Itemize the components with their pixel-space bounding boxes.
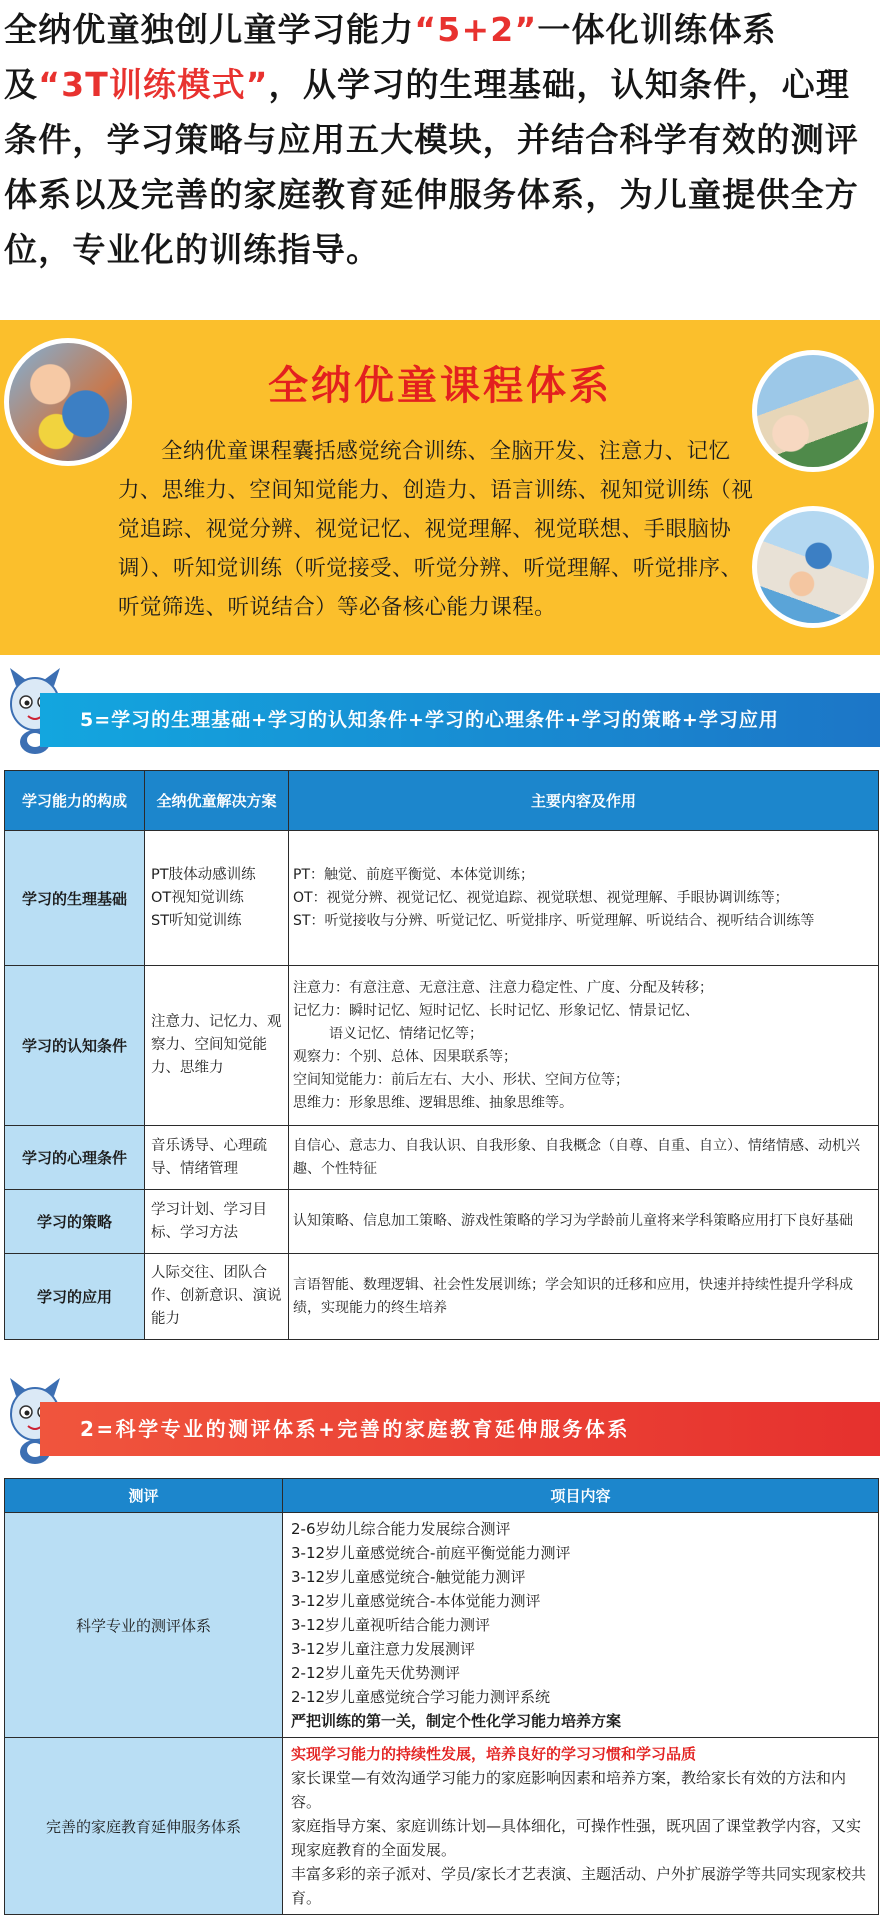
row-solution: 人际交往、团队合作、创新意识、演说能力 bbox=[145, 1254, 289, 1340]
row-content: 自信心、意志力、自我认识、自我形象、自我概念（自尊、自重、自立）、情绪情感、动机兴趣、个性特征 bbox=[289, 1126, 879, 1190]
table-row bbox=[5, 1254, 879, 1340]
row-content: 言语智能、数理逻辑、社会性发展训练；学会知识的迁移和应用，快速并持续性提升学科成绩，实现能力的终生培养 bbox=[289, 1254, 879, 1340]
learning-ability-table bbox=[4, 770, 879, 1340]
row-content: 认知策略、信息加工策略、游戏性策略的学习为学龄前儿童将来学科策略应用打下良好基础 bbox=[289, 1190, 879, 1254]
course-section bbox=[0, 320, 880, 655]
table-row bbox=[5, 1190, 879, 1254]
table-row bbox=[5, 966, 879, 1126]
course-title: 全纳优童课程体系 bbox=[268, 363, 612, 409]
intro-paragraph bbox=[4, 2, 880, 277]
header-items: 项目内容 bbox=[283, 1479, 879, 1513]
assessment-table bbox=[4, 1478, 879, 1915]
row-label: 完善的家庭教育延伸服务体系 bbox=[5, 1738, 283, 1915]
row-items: 实现学习能力的持续性发展，培养良好的学习习惯和学习品质 家长课堂—有效沟通学习能力的家庭影响因素和培养方案，教给家长有效的方法和内容。 家庭指导方案、家庭训练计划—具体细化，可操作性强，既巩固了课堂教学内容，又实现家庭教育的全面发展。 丰富多彩的亲子派对、学员/家长才艺表演、主题活动、户外扩展游学等共同实现家校共育。 bbox=[283, 1738, 879, 1915]
training-photo bbox=[752, 506, 874, 628]
row-label: 学习的生理基础 bbox=[5, 831, 145, 966]
course-description: 全纳优童课程囊括感觉统合训练、全脑开发、注意力、记忆力、思维力、空间知觉能力、创造力、语言训练、视知觉训练（视觉追踪、视觉分辨、视觉记忆、视觉理解、视觉联想、手眼脑协调）、听知觉训练（听觉接受、听觉分辨、听觉理解、听觉排序、听觉筛选、听说结合）等必备核心能力课程。 bbox=[118, 439, 754, 620]
header-content: 主要内容及作用 bbox=[289, 771, 879, 831]
table-row bbox=[5, 831, 879, 966]
intro-text-3: ，从学习的生理基础，认知条件，心理条件，学习策略与应用五大模块，并结合科学有效的测评体系以及完善的家庭教育延伸服务体系，为儿童提供全方位，专业化的训练指导。 bbox=[4, 65, 859, 269]
row-content: PT：触觉、前庭平衡觉、本体觉训练； OT：视觉分辨、视觉记忆、视觉追踪、视觉联想、视觉理解、手眼协调训练等； ST：听觉接收与分辨、听觉记忆、听觉排序、听觉理解、听说结合、视听结合训练等 bbox=[289, 831, 879, 966]
row-label: 学习的心理条件 bbox=[5, 1126, 145, 1190]
intro-highlight-5-2: “5+2” bbox=[414, 10, 538, 49]
row-label: 学习的策略 bbox=[5, 1190, 145, 1254]
table-row bbox=[5, 1126, 879, 1190]
row-solution: 学习计划、学习目标、学习方法 bbox=[145, 1190, 289, 1254]
row-label: 学习的应用 bbox=[5, 1254, 145, 1340]
intro-highlight-3t: “3T训练模式” bbox=[38, 65, 269, 104]
assessment-banner: 2=科学专业的测评体系+完善的家庭教育延伸服务体系 bbox=[40, 1402, 880, 1456]
row-content: 注意力：有意注意、无意注意、注意力稳定性、广度、分配及转移； 记忆力：瞬时记忆、短时记忆、长时记忆、形象记忆、情景记忆、 语义记忆、情绪记忆等； 观察力：个别、总体、因果联系等； 空间知觉能力：前后左右、大小、形状、空间方位等； 思维力：形象思维、逻辑思维、抽象思维等。 bbox=[289, 966, 879, 1126]
table-header-row bbox=[5, 1479, 879, 1513]
header-solution: 全纳优童解决方案 bbox=[145, 771, 289, 831]
five-modules-banner: 5=学习的生理基础+学习的认知条件+学习的心理条件+学习的策略+学习应用 bbox=[40, 693, 880, 747]
row-solution: 注意力、记忆力、观察力、空间知觉能力、思维力 bbox=[145, 966, 289, 1126]
row-label: 学习的认知条件 bbox=[5, 966, 145, 1126]
intro-text-2: 一体化训练体系及 bbox=[4, 10, 777, 104]
intro-text-1: 全纳优童独创儿童学习能力 bbox=[4, 10, 415, 49]
header-assessment: 测评 bbox=[5, 1479, 283, 1513]
table-row bbox=[5, 1513, 879, 1738]
table-header-row bbox=[5, 771, 879, 831]
intro-section bbox=[0, 0, 880, 320]
row-solution: PT肢体动感训练 OT视知觉训练 ST听知觉训练 bbox=[145, 831, 289, 966]
table-row bbox=[5, 1738, 879, 1915]
header-composition: 学习能力的构成 bbox=[5, 771, 145, 831]
row-items: 2-6岁幼儿综合能力发展综合测评 3-12岁儿童感觉统合-前庭平衡觉能力测评 3-12岁儿童感觉统合-触觉能力测评 3-12岁儿童感觉统合-本体觉能力测评 3-12岁儿童视听结合能力测评 3-12岁儿童注意力发展测评 2-12岁儿童先天优势测评 2-12岁儿童感觉统合学习能力测评系统 严把训练的第一关，制定个性化学习能力培养方案 bbox=[283, 1513, 879, 1738]
row-label: 科学专业的测评体系 bbox=[5, 1513, 283, 1738]
row-solution: 音乐诱导、心理疏导、情绪管理 bbox=[145, 1126, 289, 1190]
